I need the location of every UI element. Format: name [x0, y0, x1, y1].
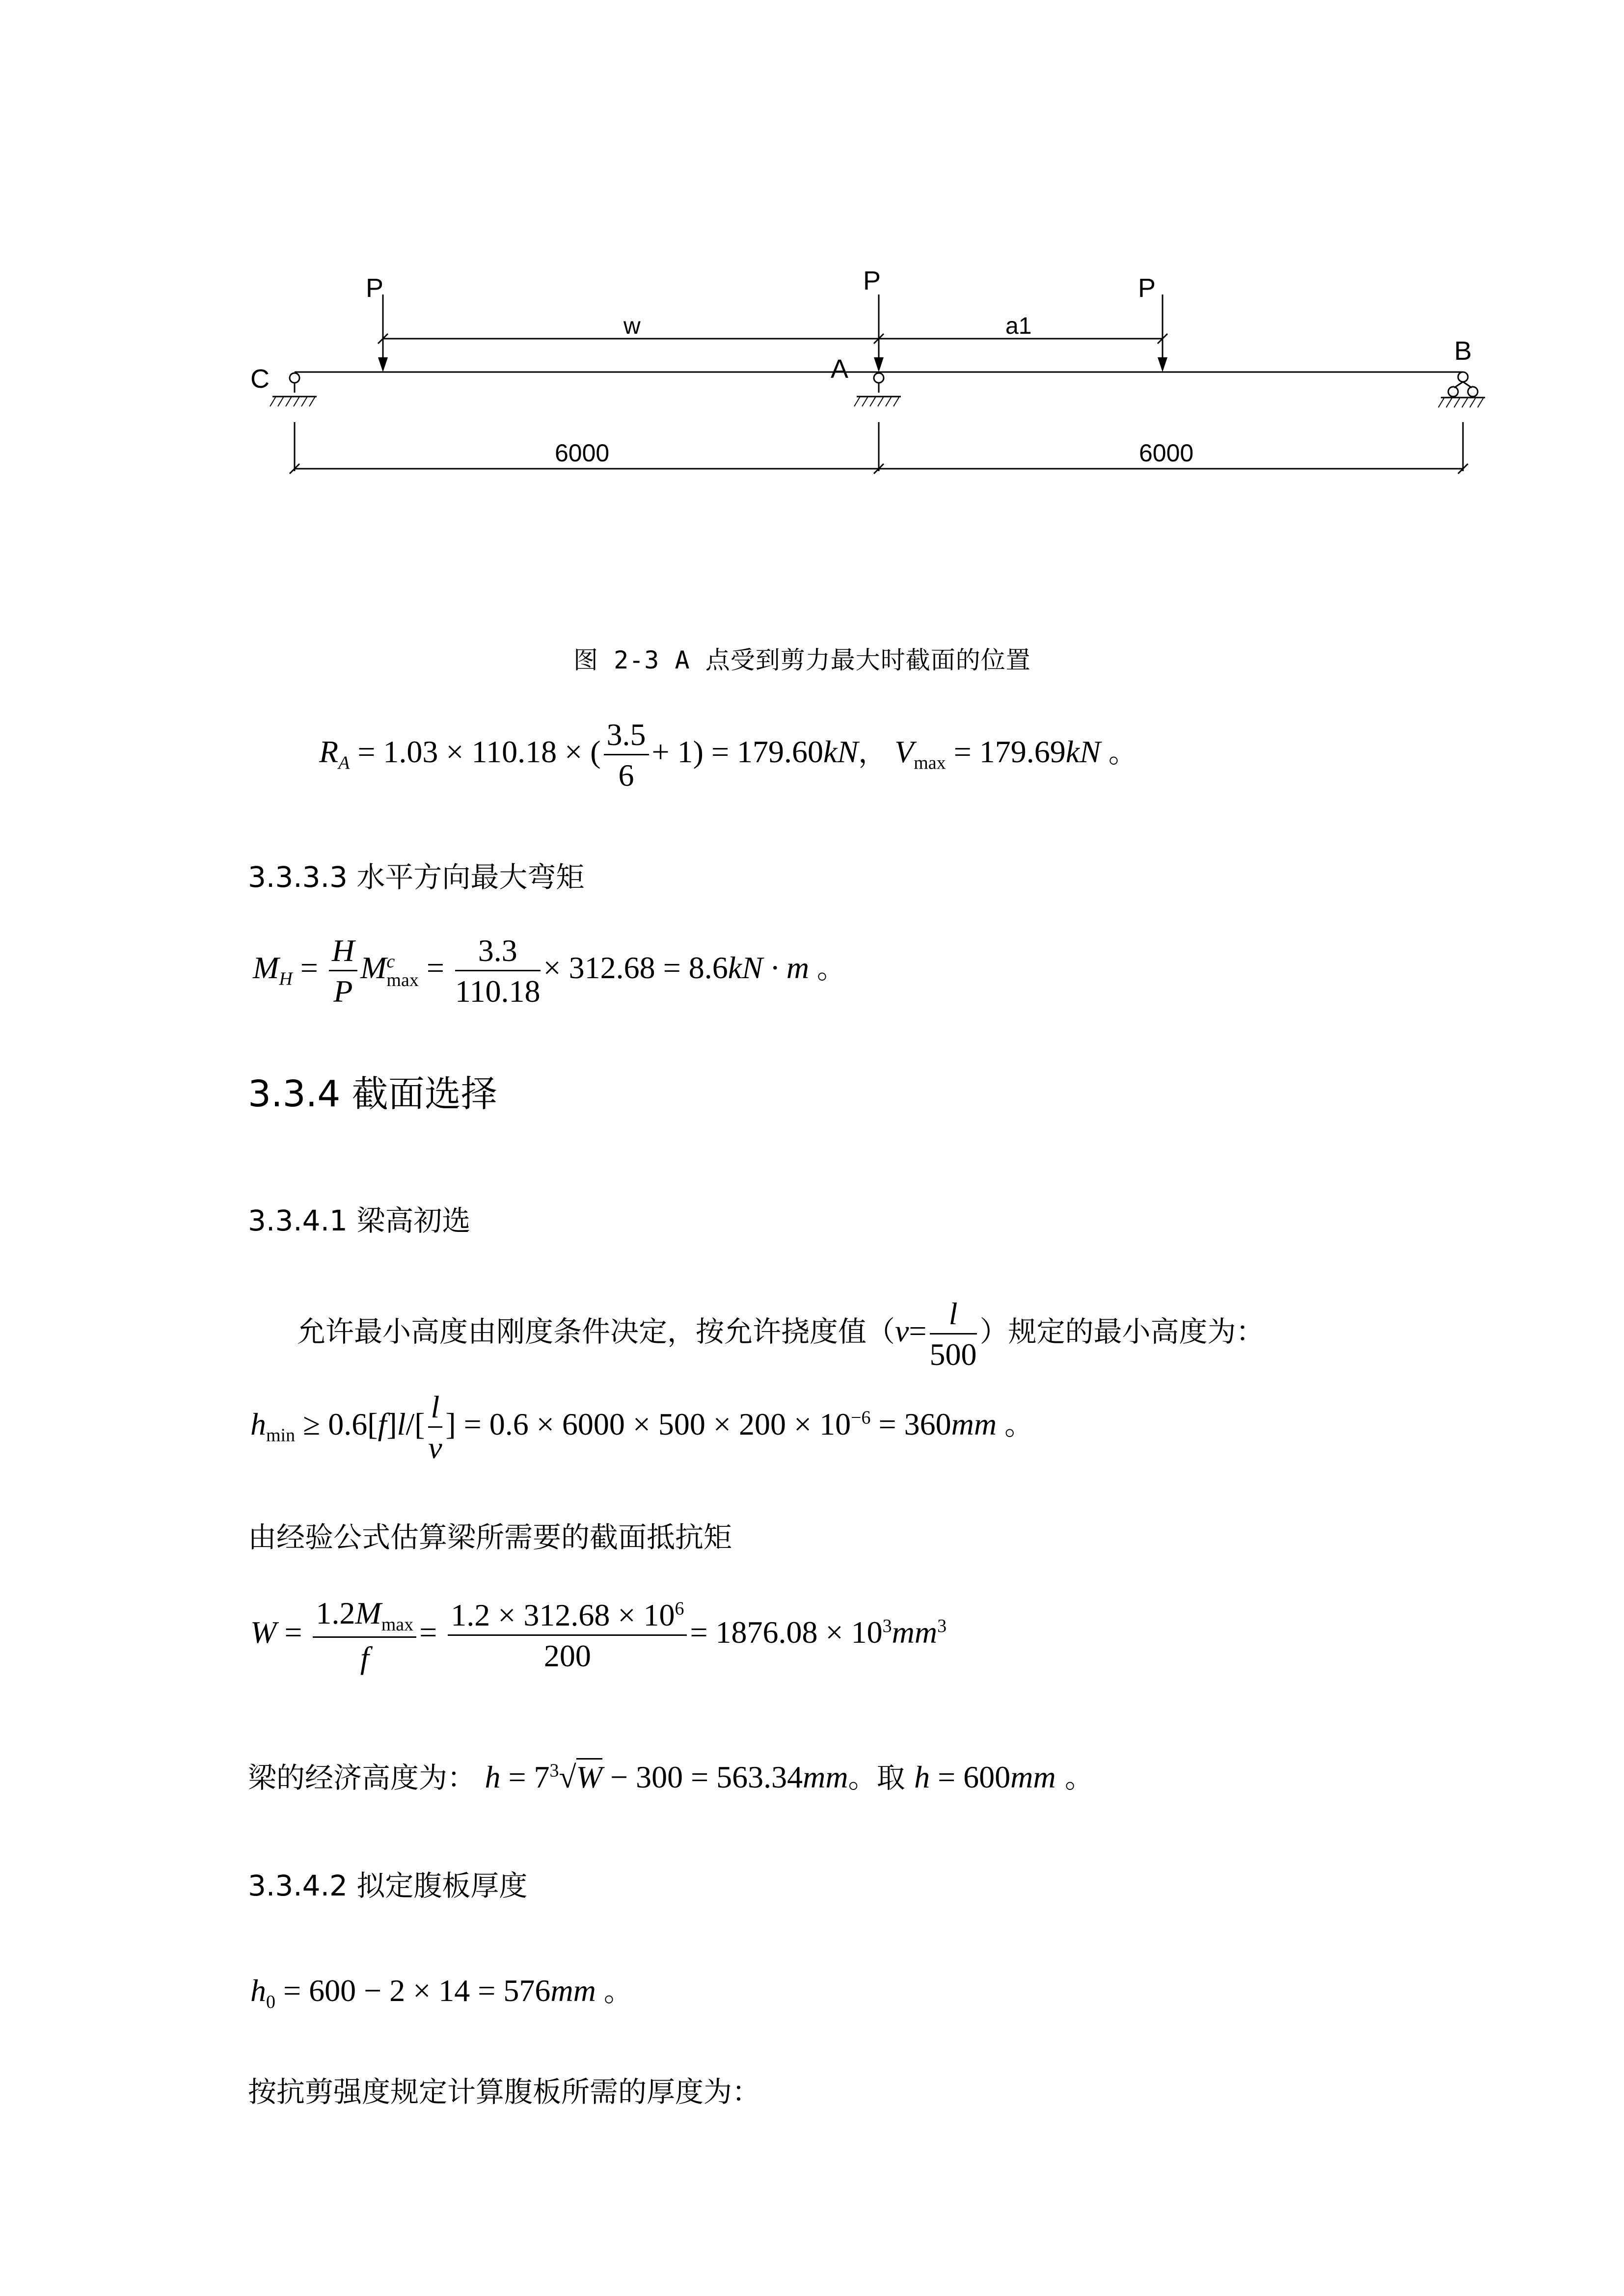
ra-subscript: A — [338, 752, 350, 774]
hmin-exponent: −6 — [851, 1407, 871, 1428]
equation-mh — [253, 933, 845, 1009]
econ-unit: mm — [803, 1760, 848, 1794]
economic-height-line — [248, 1755, 1093, 1796]
load-label-p1: P — [366, 273, 384, 303]
load-p1 — [378, 294, 388, 372]
mh-tail: × 312.68 = 8.6 — [543, 950, 728, 985]
hmin-expr-e: = 360 — [878, 1406, 951, 1442]
para1-text-a: 允许最小高度由刚度条件决定，按允许挠度值（ — [297, 1314, 895, 1348]
ra-expr-a: = 1.03 × 110.18 × ( — [357, 734, 601, 769]
para1-frac-den: 500 — [929, 1336, 977, 1372]
econ-unit2: mm — [1010, 1760, 1056, 1794]
vmax-unit: kN — [1065, 734, 1101, 769]
w-symbol: W — [250, 1615, 277, 1650]
ra-fraction — [604, 717, 649, 793]
hmin-f: f — [378, 1406, 387, 1442]
load-label-p2: P — [863, 266, 881, 295]
mh-eq: = — [300, 950, 318, 985]
econ-h: h — [485, 1760, 501, 1794]
load-p3 — [1158, 294, 1167, 372]
hmin-expr-b: ] — [386, 1406, 397, 1442]
equation-ra — [319, 717, 1137, 793]
econ-h2: h — [914, 1760, 930, 1794]
w-frac2-num: 1.2 × 312.68 × 10 — [451, 1598, 675, 1633]
paragraph-section-modulus: 由经验公式估算梁所需要的截面抵抗矩 — [248, 1521, 732, 1554]
econ-root-index: 3 — [549, 1760, 559, 1781]
econ-end: 。 — [1065, 1761, 1094, 1794]
section-3-3-4-2-heading: 3.3.4.2 拟定腹板厚度 — [248, 1869, 528, 1902]
support-label-c: C — [250, 364, 270, 394]
h0-end: 。 — [603, 1975, 632, 2008]
hmin-frac-den: v — [428, 1430, 442, 1465]
hmin-expr-a: ≥ 0.6[ — [303, 1406, 378, 1442]
dim-label-w: w — [623, 313, 641, 339]
mh-eq2: = — [426, 950, 444, 985]
w-eq: = — [284, 1615, 302, 1650]
econ-radical: √ — [559, 1760, 576, 1794]
w-unit: mm — [892, 1615, 938, 1650]
hmin-fraction — [428, 1389, 443, 1466]
ra-symbol: R — [319, 734, 339, 769]
mh-frac1-num: H — [331, 933, 355, 968]
mh-fraction-2 — [455, 933, 541, 1009]
equation-w — [250, 1595, 947, 1676]
support-label-a: A — [831, 354, 849, 384]
w-unit-sup: 3 — [937, 1615, 947, 1636]
support-b — [1438, 372, 1485, 407]
equation-hmin — [250, 1389, 1033, 1466]
mh-frac2-num: 3.3 — [455, 933, 541, 971]
mh-frac2-den: 110.18 — [455, 973, 541, 1009]
mmax-subscript: max — [386, 970, 419, 991]
para1-eq: = — [909, 1313, 927, 1348]
section-3-3-4-heading: 3.3.4 截面选择 — [248, 1073, 497, 1115]
w-frac1-den: f — [360, 1640, 369, 1676]
load-p2 — [874, 294, 884, 372]
h0-unit: mm — [550, 1973, 596, 2008]
ra-frac-num: 3.5 — [604, 717, 649, 755]
w-eq2: = — [419, 1615, 437, 1650]
load-label-p3: P — [1138, 273, 1156, 303]
vmax-expr: = 179.69 — [953, 734, 1066, 769]
w-frac1-num-sub: max — [381, 1614, 414, 1635]
vmax-symbol: V — [894, 734, 914, 769]
hmin-unit: mm — [951, 1406, 997, 1442]
hmin-end: 。 — [1004, 1408, 1033, 1442]
para1-v: v — [895, 1313, 909, 1348]
econ-expr-b: − 300 = 563.34 — [610, 1760, 803, 1794]
hmin-expr-c: /[ — [406, 1406, 425, 1442]
hmin-expr-d: ] = 0.6 × 6000 × 500 × 200 × 10 — [445, 1406, 851, 1442]
span-label-left: 6000 — [555, 439, 610, 467]
vmax-subscript: max — [914, 752, 946, 774]
mmax-superscript: c — [386, 951, 395, 972]
mh-fraction-1 — [329, 933, 357, 1009]
ra-unit: kN — [823, 734, 859, 769]
ra-separator: ， — [858, 735, 887, 769]
h0-expr: = 600 − 2 × 14 = 576 — [283, 1973, 551, 2008]
hmin-frac-num: l — [431, 1389, 440, 1424]
ra-frac-den: 6 — [618, 757, 634, 793]
ra-end: 。 — [1108, 735, 1137, 769]
hmin-symbol: h — [250, 1406, 266, 1442]
paragraph-min-height — [297, 1296, 1265, 1372]
w-tail-sup: 3 — [882, 1615, 892, 1636]
support-c — [270, 373, 317, 406]
hmin-subscript: min — [266, 1425, 296, 1446]
para1-frac-num: l — [948, 1296, 958, 1331]
para1-fraction — [930, 1296, 977, 1372]
equation-h0 — [250, 1968, 632, 2013]
support-label-b: B — [1454, 336, 1472, 366]
econ-radicand: W — [576, 1758, 602, 1794]
w-fraction-2 — [448, 1597, 687, 1674]
econ-text2: 。取 — [848, 1761, 905, 1794]
figure-caption: 图 2-3 A 点受到剪力最大时截面的位置 — [573, 646, 1031, 674]
w-frac2-den: 200 — [543, 1638, 591, 1674]
hmin-l: l — [397, 1406, 406, 1442]
w-frac1-num-a: 1.2 — [316, 1596, 355, 1630]
dim-lower — [290, 422, 1468, 474]
mh-frac1-den: P — [333, 973, 353, 1009]
mh-subscript: H — [279, 968, 293, 989]
h0-symbol: h — [250, 1973, 266, 2008]
span-label-right: 6000 — [1139, 439, 1194, 467]
econ-expr-c: = 600 — [938, 1760, 1011, 1794]
dim-upper — [378, 334, 1167, 344]
ra-expr-b: + 1) = 179.60 — [651, 734, 824, 769]
support-a — [854, 373, 901, 406]
econ-text: 梁的经济高度为： — [248, 1761, 476, 1794]
w-tail: = 1876.08 × 10 — [690, 1615, 883, 1650]
para1-text-b: ）规定的最小高度为： — [979, 1314, 1265, 1348]
section-3-3-3-3-heading: 3.3.3.3 水平方向最大弯矩 — [248, 860, 585, 894]
h0-subscript: 0 — [266, 1991, 275, 2012]
paragraph-web-thickness: 按抗剪强度规定计算腹板所需的厚度为： — [248, 2075, 761, 2109]
mmax-symbol: M — [360, 950, 387, 985]
section-3-3-4-1-heading: 3.3.4.1 梁高初选 — [248, 1204, 471, 1237]
econ-expr-a: = 7 — [508, 1760, 550, 1794]
mh-end: 。 — [817, 951, 846, 985]
mh-symbol: M — [253, 950, 279, 985]
w-frac1-num-m: M — [355, 1596, 381, 1630]
dim-label-a1: a1 — [1005, 313, 1032, 339]
w-fraction-1 — [313, 1595, 416, 1676]
w-frac2-num-sup: 6 — [675, 1599, 684, 1620]
beam-load-diagram — [0, 0, 1624, 540]
mh-unit: kN · m — [728, 950, 810, 985]
